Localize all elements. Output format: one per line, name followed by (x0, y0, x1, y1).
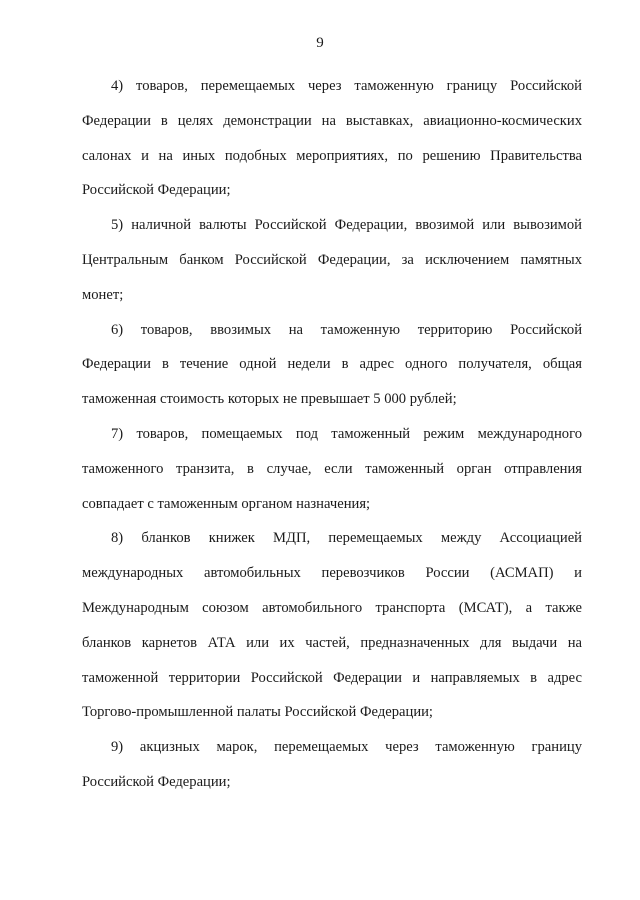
text-line: таможенного транзита, в случае, если таможенный орган отправления (82, 460, 582, 477)
text-line: 9) акцизных марок, перемещаемых через таможенную границу (111, 739, 582, 756)
text-line: таможенная стоимость которых не превышает 5 000 рублей; (82, 391, 457, 408)
text-line: Российской Федерации; (82, 773, 231, 790)
text-line: таможенной территории Российской Федерации и направляемых в адрес (82, 669, 582, 686)
text-line: монет; (82, 286, 124, 303)
document-body (82, 69, 582, 800)
text-line: совпадает с таможенным органом назначения; (82, 495, 371, 512)
text-line: Федерации в целях демонстрации на выставках, авиационно-космических (82, 112, 582, 129)
text-line: салонах и на иных подобных мероприятиях, по решению Правительства (82, 147, 582, 164)
text-line: 7) товаров, помещаемых под таможенный режим международного (111, 425, 582, 442)
text-line: бланков карнетов АТА или их частей, предназначенных для выдачи на (82, 634, 582, 651)
text-line: Торгово-промышленной палаты Российской Федерации; (82, 704, 433, 721)
page-number: 9 (316, 35, 324, 51)
text-line: 6) товаров, ввозимых на таможенную территорию Российской (111, 321, 582, 338)
text-line: Российской Федерации; (82, 182, 231, 199)
text-line: 8) бланков книжек МДП, перемещаемых между Ассоциацией (111, 530, 582, 547)
text-line: 4) товаров, перемещаемых через таможенную границу Российской (111, 78, 582, 94)
text-line: Центральным банком Российской Федерации, за исключением памятных (82, 251, 582, 268)
text-line: Международным союзом автомобильного транспорта (МСАТ), а также (82, 599, 582, 616)
list-item-6 (82, 313, 582, 417)
text-line: Федерации в течение одной недели в адрес одного получателя, общая (82, 356, 582, 373)
text-line: 5) наличной валюты Российской Федерации, ввозимой или вывозимой (111, 217, 582, 234)
text-line: международных автомобильных перевозчиков России (АСМАП) и (82, 565, 582, 582)
list-item-4 (82, 69, 582, 208)
list-item-7 (82, 417, 582, 521)
list-item-8 (82, 521, 582, 730)
list-item-5 (82, 208, 582, 312)
list-item-9 (82, 730, 582, 800)
